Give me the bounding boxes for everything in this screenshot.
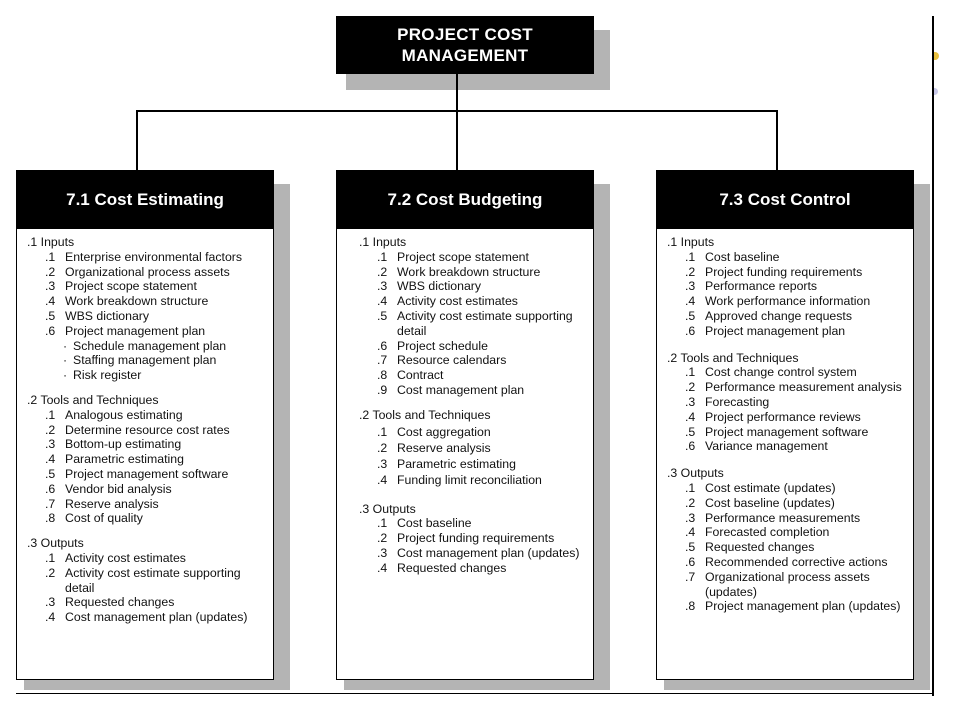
process-box-cost-budgeting xyxy=(336,170,594,680)
list-item: .8 Project management plan (updates) xyxy=(685,599,901,614)
list-item: .3 Project scope statement xyxy=(45,279,197,294)
list-item: .4 Requested changes xyxy=(377,560,507,575)
section-label: .1 Inputs xyxy=(27,235,75,249)
list-item: .6 Variance management xyxy=(685,439,828,454)
list-item: .4 Work breakdown structure xyxy=(45,294,209,309)
list-item: .7 Reserve analysis xyxy=(45,496,159,511)
title-line-1: PROJECT COST xyxy=(397,25,533,44)
section-label: .2 Tools and Techniques xyxy=(27,392,159,407)
list-item: .2 Project funding requirements xyxy=(377,531,555,546)
list-item: .6 Vendor bid analysis xyxy=(45,481,172,496)
list-item: .4 Cost management plan (updates) xyxy=(45,610,248,625)
sub-list-item: · Risk register xyxy=(63,368,142,383)
list-item: .4 Activity cost estimates xyxy=(377,294,518,309)
list-item: .1 Cost baseline xyxy=(377,516,472,531)
list-item: .6 Recommended corrective actions xyxy=(685,554,888,569)
list-item: .7 Organizational process assets (updates) xyxy=(685,569,870,599)
bullet-icon: · xyxy=(63,368,68,383)
inputs-section xyxy=(667,235,905,339)
list-item: .2 Project funding requirements xyxy=(685,264,863,279)
list-item: .2 Work breakdown structure xyxy=(377,264,541,279)
list-item: .3 Cost management plan (updates) xyxy=(377,545,580,560)
list-item: .2 Organizational process assets xyxy=(45,264,230,279)
list-item: .5 WBS dictionary xyxy=(45,308,150,323)
list-item: .5 Approved change requests xyxy=(685,308,852,323)
tools-section xyxy=(667,351,905,455)
outputs-section xyxy=(27,536,265,625)
process-box-cost-estimating xyxy=(16,170,274,680)
list-item: .4 Work performance information xyxy=(685,294,871,309)
list-item: .6 Project management plan xyxy=(685,323,846,338)
list-item: .4 Project performance reviews xyxy=(685,409,861,424)
process-header: 7.3 Cost Control xyxy=(657,171,913,229)
edge-marker-lavender xyxy=(934,88,938,95)
outputs-section xyxy=(667,466,905,614)
right-edge-line xyxy=(932,16,934,696)
sub-list-item: · Staffing management plan xyxy=(63,353,217,368)
connector-trunk xyxy=(456,74,458,111)
list-item: .2 Performance measurement analysis xyxy=(685,380,902,395)
inputs-section xyxy=(27,235,265,383)
section-label: .3 Outputs xyxy=(667,466,724,481)
tools-section xyxy=(27,393,265,526)
section-label: .1 Inputs xyxy=(667,235,715,249)
inputs-section xyxy=(359,235,585,398)
list-item: .1 Cost aggregation xyxy=(377,424,491,439)
connector-middle xyxy=(456,110,458,170)
section-label: .2 Tools and Techniques xyxy=(667,350,799,365)
list-item: .4 Forecasted completion xyxy=(685,525,830,540)
list-item: .5 Project management software xyxy=(45,466,229,481)
section-label: .3 Outputs xyxy=(359,501,416,516)
list-item: .2 Determine resource cost rates xyxy=(45,422,230,437)
outputs-section xyxy=(359,502,585,576)
list-item: .2 Activity cost estimate supporting detail xyxy=(45,565,241,595)
diagram-title xyxy=(336,16,594,74)
list-item: .4 Parametric estimating xyxy=(45,452,184,467)
list-item: .1 Project scope statement xyxy=(377,249,529,264)
edge-marker-yellow xyxy=(934,52,939,60)
tools-section xyxy=(359,408,585,488)
bullet-icon: · xyxy=(63,338,68,353)
list-item: .1 Analogous estimating xyxy=(45,407,183,422)
list-item: .8 Contract xyxy=(377,368,444,383)
list-item: .3 Performance reports xyxy=(685,279,818,294)
list-item: .7 Resource calendars xyxy=(377,353,507,368)
list-item: .2 Cost baseline (updates) xyxy=(685,495,835,510)
list-item: .6 Project management plan xyxy=(45,323,206,338)
process-header: 7.1 Cost Estimating xyxy=(17,171,273,229)
list-item: .1 Activity cost estimates xyxy=(45,550,186,565)
list-item: .6 Project schedule xyxy=(377,338,488,353)
list-item: .1 Cost change control system xyxy=(685,365,857,380)
process-box-cost-control xyxy=(656,170,914,680)
bottom-edge-line xyxy=(16,693,932,694)
list-item: .3 Bottom-up estimating xyxy=(45,437,182,452)
list-item: .3 Performance measurements xyxy=(685,510,861,525)
section-label: .1 Inputs xyxy=(359,235,407,249)
list-item: .1 Cost estimate (updates) xyxy=(685,480,836,495)
connector-left xyxy=(136,110,138,170)
list-item: .3 WBS dictionary xyxy=(377,279,482,294)
sub-list-item: · Schedule management plan xyxy=(63,338,227,353)
list-item: .3 Requested changes xyxy=(45,595,175,610)
list-item: .3 Parametric estimating xyxy=(377,456,516,471)
list-item: .9 Cost management plan xyxy=(377,382,525,397)
connector-right xyxy=(776,110,778,170)
list-item: .5 Requested changes xyxy=(685,540,815,555)
list-item: .4 Funding limit reconciliation xyxy=(377,472,542,487)
list-item: .2 Reserve analysis xyxy=(377,440,491,455)
section-label: .2 Tools and Techniques xyxy=(359,407,491,422)
list-item: .1 Cost baseline xyxy=(685,249,780,264)
title-line-2: MANAGEMENT xyxy=(401,46,529,65)
section-label: .3 Outputs xyxy=(27,536,84,551)
list-item: .5 Activity cost estimate supporting detail xyxy=(377,308,573,338)
bullet-icon: · xyxy=(63,353,68,368)
process-header: 7.2 Cost Budgeting xyxy=(337,171,593,229)
list-item: .5 Project management software xyxy=(685,424,869,439)
list-item: .8 Cost of quality xyxy=(45,511,143,526)
list-item: .3 Forecasting xyxy=(685,394,770,409)
list-item: .1 Enterprise environmental factors xyxy=(45,249,243,264)
